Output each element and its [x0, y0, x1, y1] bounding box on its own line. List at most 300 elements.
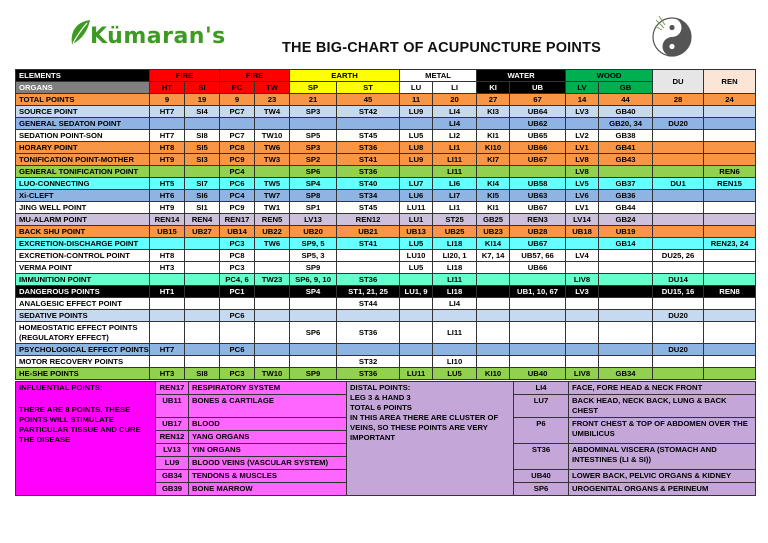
table-cell [290, 298, 337, 310]
table-cell [433, 310, 477, 322]
table-cell: HT7 [150, 344, 185, 356]
table-cell: LV6 [566, 190, 599, 202]
table-cell: LV8 [566, 154, 599, 166]
table-row [16, 344, 756, 356]
table-cell [220, 298, 255, 310]
table-cell: SI8 [185, 130, 220, 142]
table-cell [185, 262, 220, 274]
table-cell [510, 344, 566, 356]
table-cell [510, 322, 566, 344]
table-cell: HT5 [150, 178, 185, 190]
element-header: REN [704, 70, 756, 94]
table-cell: LI11 [433, 166, 477, 178]
influential-point: UB17 [156, 418, 189, 431]
table-cell: GB38 [599, 130, 653, 142]
table-cell [220, 322, 255, 344]
table-cell: ST36 [337, 142, 400, 154]
table-cell: LV5 [566, 178, 599, 190]
organ-header: LV [566, 82, 599, 94]
table-cell: LU5 [433, 368, 477, 380]
influential-point: REN17 [156, 382, 189, 395]
row-label: MOTOR RECOVERY POINTS [16, 356, 150, 368]
table-cell: LV13 [290, 214, 337, 226]
organ-header: ST [337, 82, 400, 94]
table-cell: GB36 [599, 190, 653, 202]
table-cell [653, 106, 704, 118]
reference-row [16, 382, 756, 395]
row-label: PSYCHOLOGICAL EFFECT POINTS [16, 344, 150, 356]
table-cell: UB40 [510, 368, 566, 380]
table-cell: DU15, 16 [653, 286, 704, 298]
table-cell: LI11 [433, 274, 477, 286]
table-cell: HT1 [150, 286, 185, 298]
table-cell: TW1 [255, 202, 290, 214]
table-cell: KI4 [477, 178, 510, 190]
leaf-icon [68, 18, 92, 46]
organ-header: PC [220, 82, 255, 94]
table-cell: HT8 [150, 142, 185, 154]
table-cell: UB20 [290, 226, 337, 238]
table-cell [566, 322, 599, 344]
element-header: FIRE [220, 70, 290, 82]
table-cell [400, 322, 433, 344]
table-cell: UB13 [400, 226, 433, 238]
table-cell [704, 298, 756, 310]
table-cell [510, 274, 566, 286]
table-cell [337, 262, 400, 274]
table-cell [510, 298, 566, 310]
table-cell: UB14 [220, 226, 255, 238]
organ-header: TW [255, 82, 290, 94]
influential-point: GB39 [156, 483, 189, 496]
table-cell: PC6 [220, 178, 255, 190]
table-cell [150, 298, 185, 310]
table-cell: DU25, 26 [653, 250, 704, 262]
table-cell: REN4 [185, 214, 220, 226]
table-cell: HT7 [150, 130, 185, 142]
table-cell [704, 344, 756, 356]
influential-tissue: TENDONS & MUSCLES [189, 470, 347, 483]
table-cell [510, 356, 566, 368]
table-cell [653, 130, 704, 142]
table-cell: 28 [653, 94, 704, 106]
table-cell: HT3 [150, 368, 185, 380]
table-cell: LI4 [433, 298, 477, 310]
table-cell [185, 250, 220, 262]
table-cell [477, 310, 510, 322]
table-cell: LU5 [400, 238, 433, 250]
influential-point: REN12 [156, 431, 189, 444]
table-cell [599, 322, 653, 344]
table-cell: LV3 [566, 106, 599, 118]
table-row [16, 214, 756, 226]
table-cell [150, 356, 185, 368]
table-cell [704, 154, 756, 166]
table-cell: PC3 [220, 262, 255, 274]
table-cell: REN12 [337, 214, 400, 226]
table-cell: REN14 [150, 214, 185, 226]
table-cell [400, 274, 433, 286]
table-cell: UB58 [510, 178, 566, 190]
distal-point: P6 [514, 418, 569, 444]
distal-area: BACK HEAD, NECK BACK, LUNG & BACK CHEST [569, 395, 756, 418]
table-cell [704, 356, 756, 368]
row-label: SEDATION POINT-SON [16, 130, 150, 142]
table-cell [400, 310, 433, 322]
table-cell: LIV8 [566, 368, 599, 380]
table-cell: PC4 [220, 166, 255, 178]
table-cell: SP9 [290, 262, 337, 274]
table-cell: PC4, 6 [220, 274, 255, 286]
table-cell [653, 322, 704, 344]
table-cell: REN15 [704, 178, 756, 190]
table-row [16, 250, 756, 262]
table-cell: UB22 [255, 226, 290, 238]
table-cell [477, 166, 510, 178]
distal-area: UROGENITAL ORGANS & PERINEUM [569, 483, 756, 496]
table-cell: GB14 [599, 238, 653, 250]
table-cell: GB25 [477, 214, 510, 226]
table-cell: KI3 [477, 106, 510, 118]
table-cell [150, 310, 185, 322]
distal-area: LOWER BACK, PELVIC ORGANS & KIDNEY [569, 470, 756, 483]
table-cell: PC6 [220, 344, 255, 356]
table-cell [704, 322, 756, 344]
reference-points-table [15, 381, 756, 496]
distal-point: LI4 [514, 382, 569, 395]
table-cell: SP4 [290, 178, 337, 190]
table-cell: GB34 [599, 368, 653, 380]
table-cell: LU5 [400, 130, 433, 142]
yin-yang-icon [650, 12, 694, 62]
table-cell: UB27 [185, 226, 220, 238]
distal-info [347, 382, 514, 496]
table-cell [566, 118, 599, 130]
distal-point: SP6 [514, 483, 569, 496]
table-cell [566, 238, 599, 250]
table-cell: TW4 [255, 106, 290, 118]
influential-heading: INFLUENTIAL POINTS: [19, 383, 103, 392]
row-label: SOURCE POINT [16, 106, 150, 118]
table-cell: UB15 [150, 226, 185, 238]
table-cell: SP9, 5 [290, 238, 337, 250]
row-label: EXCRETION-CONTROL POINT [16, 250, 150, 262]
table-cell: REN3 [510, 214, 566, 226]
table-cell: GB37 [599, 178, 653, 190]
table-cell: LI7 [433, 190, 477, 202]
row-label: Xi-CLEFT [16, 190, 150, 202]
table-cell: ST44 [337, 298, 400, 310]
table-cell [400, 356, 433, 368]
table-cell: REN17 [220, 214, 255, 226]
table-cell: HT9 [150, 154, 185, 166]
table-cell [704, 368, 756, 380]
table-cell: UB66 [510, 262, 566, 274]
table-cell: LV8 [566, 166, 599, 178]
table-cell: DU20 [653, 310, 704, 322]
table-cell: SI6 [185, 190, 220, 202]
table-cell: UB64 [510, 106, 566, 118]
table-cell: UB67 [510, 154, 566, 166]
table-cell: ST25 [433, 214, 477, 226]
table-cell [477, 298, 510, 310]
table-cell: ST42 [337, 106, 400, 118]
influential-point: GB34 [156, 470, 189, 483]
table-cell [566, 344, 599, 356]
table-cell: SI3 [185, 154, 220, 166]
table-cell [653, 226, 704, 238]
row-label: EXCRETION-DISCHARGE POINT [16, 238, 150, 250]
table-cell: GB41 [599, 142, 653, 154]
table-cell: KI14 [477, 238, 510, 250]
table-row [16, 356, 756, 368]
table-cell: GB44 [599, 202, 653, 214]
table-row [16, 322, 756, 344]
table-cell: ST45 [337, 130, 400, 142]
table-cell: LIV8 [566, 274, 599, 286]
table-cell [255, 356, 290, 368]
table-cell [255, 344, 290, 356]
table-cell [653, 356, 704, 368]
table-cell [599, 166, 653, 178]
distal-area: FACE, FORE HEAD & NECK FRONT [569, 382, 756, 395]
table-cell: PC4 [220, 190, 255, 202]
table-cell: SP6 [290, 166, 337, 178]
table-cell: TW5 [255, 178, 290, 190]
table-cell: PC6 [220, 310, 255, 322]
organ-header: SP [290, 82, 337, 94]
table-cell: UB67 [510, 202, 566, 214]
distal-point: UB40 [514, 470, 569, 483]
table-cell: LI1 [433, 202, 477, 214]
table-cell: UB57, 66 [510, 250, 566, 262]
table-cell [185, 298, 220, 310]
table-cell: 20 [433, 94, 477, 106]
acupuncture-points-table [15, 69, 756, 380]
table-cell: LV1 [566, 202, 599, 214]
table-cell [433, 344, 477, 356]
table-cell: 27 [477, 94, 510, 106]
table-cell [185, 166, 220, 178]
table-row [16, 154, 756, 166]
table-cell: 67 [510, 94, 566, 106]
table-cell: PC8 [220, 250, 255, 262]
table-cell [477, 322, 510, 344]
table-cell [185, 310, 220, 322]
table-cell [704, 274, 756, 286]
table-cell: HT8 [150, 250, 185, 262]
row-label: GENERAL TONIFICATION POINT [16, 166, 150, 178]
table-cell: UB18 [566, 226, 599, 238]
element-header: DU [653, 70, 704, 94]
table-row [16, 238, 756, 250]
table-row [16, 298, 756, 310]
table-cell: 24 [704, 94, 756, 106]
table-cell: REN6 [704, 166, 756, 178]
table-cell: TW10 [255, 368, 290, 380]
table-cell [477, 274, 510, 286]
table-cell: LU1 [400, 214, 433, 226]
table-cell [255, 166, 290, 178]
table-cell: LV4 [566, 250, 599, 262]
table-cell: TW6 [255, 142, 290, 154]
table-cell [477, 262, 510, 274]
organ-header: GB [599, 82, 653, 94]
table-cell [400, 166, 433, 178]
row-label: HORARY POINT [16, 142, 150, 154]
table-cell: LU7 [400, 178, 433, 190]
table-cell: PC1 [220, 286, 255, 298]
table-cell [704, 130, 756, 142]
table-cell: UB1, 10, 67 [510, 286, 566, 298]
table-row [16, 190, 756, 202]
table-cell: LI18 [433, 238, 477, 250]
table-cell: TW7 [255, 190, 290, 202]
table-cell [255, 118, 290, 130]
table-cell [566, 310, 599, 322]
table-cell [255, 262, 290, 274]
influential-tissue: BONE MARROW [189, 483, 347, 496]
table-cell [566, 356, 599, 368]
table-cell [653, 202, 704, 214]
table-cell: UB23 [477, 226, 510, 238]
table-cell: ST36 [337, 166, 400, 178]
table-cell: GB20, 34 [599, 118, 653, 130]
table-cell: HT3 [150, 262, 185, 274]
table-cell [510, 310, 566, 322]
table-cell [255, 310, 290, 322]
row-label: TONIFICATION POINT-MOTHER [16, 154, 150, 166]
table-cell: LI20, 1 [433, 250, 477, 262]
table-cell: SP5, 3 [290, 250, 337, 262]
table-cell [566, 262, 599, 274]
table-cell: LI18 [433, 286, 477, 298]
table-cell: DU14 [653, 274, 704, 286]
table-cell [704, 106, 756, 118]
table-cell [477, 286, 510, 298]
table-cell: 9 [150, 94, 185, 106]
table-cell: UB62 [510, 118, 566, 130]
table-cell: LI4 [433, 118, 477, 130]
table-cell [185, 322, 220, 344]
influential-tissue: BLOOD VEINS (VASCULAR SYSTEM) [189, 457, 347, 470]
table-cell: KI10 [477, 142, 510, 154]
row-label: VERMA POINT [16, 262, 150, 274]
table-cell: GB24 [599, 214, 653, 226]
table-cell [185, 286, 220, 298]
table-row [16, 130, 756, 142]
table-cell: DU20 [653, 118, 704, 130]
table-cell [290, 356, 337, 368]
table-cell: SP5 [290, 130, 337, 142]
table-cell: LI10 [433, 356, 477, 368]
distal-heading: DISTAL POINTS: [350, 383, 411, 392]
table-row [16, 368, 756, 380]
table-cell [150, 322, 185, 344]
table-row [16, 202, 756, 214]
table-cell: LV1 [566, 142, 599, 154]
table-cell [185, 238, 220, 250]
table-cell: LU11 [400, 368, 433, 380]
distal-line: TOTAL 6 POINTS [350, 403, 412, 412]
distal-area: ABDOMINAL VISCERA (STOMACH AND INTESTINES (LI & SI)) [569, 444, 756, 470]
table-cell: LI4 [433, 106, 477, 118]
table-cell [704, 118, 756, 130]
table-cell: PC3 [220, 368, 255, 380]
row-label: HE-SHE POINTS [16, 368, 150, 380]
table-cell: PC8 [220, 142, 255, 154]
influential-tissue: BONES & CARTILAGE [189, 395, 347, 418]
table-cell: SP8 [290, 190, 337, 202]
table-cell: SP3 [290, 106, 337, 118]
influential-note: THERE ARE 8 POINTS, THESE POINTS WILL STIMULATE PARTICULAR TISSUE AND CURE THE DISEASE [19, 405, 141, 444]
table-cell [599, 250, 653, 262]
distal-line: LEG 3 & HAND 3 [350, 393, 411, 402]
table-cell [566, 298, 599, 310]
table-cell: ST36 [337, 322, 400, 344]
table-cell: UB65 [510, 130, 566, 142]
element-header: EARTH [290, 70, 400, 82]
table-cell: LI1 [433, 142, 477, 154]
distal-line: IN THIS AREA THERE ARE CLUSTER OF VEINS, SO THESE POINTS ARE VERY IMPORTANT [350, 413, 499, 442]
influential-point: UB11 [156, 395, 189, 418]
table-cell [599, 262, 653, 274]
table-cell [510, 166, 566, 178]
table-cell: 11 [400, 94, 433, 106]
influential-tissue: YANG ORGANS [189, 431, 347, 444]
row-label: SEDATIVE POINTS [16, 310, 150, 322]
table-cell: LV2 [566, 130, 599, 142]
organ-header: LU [400, 82, 433, 94]
table-cell: SI4 [185, 106, 220, 118]
table-cell: LI6 [433, 178, 477, 190]
table-cell [704, 262, 756, 274]
table-row [16, 106, 756, 118]
table-row [16, 166, 756, 178]
organs-label: ORGANS [16, 82, 150, 94]
element-header: FIRE [150, 70, 220, 82]
table-cell: KI10 [477, 368, 510, 380]
table-cell: LU11 [400, 202, 433, 214]
row-label: GENERAL SEDATON POINT [16, 118, 150, 130]
table-cell [150, 118, 185, 130]
table-cell: KI7 [477, 154, 510, 166]
table-cell: ST36 [337, 368, 400, 380]
table-cell [185, 118, 220, 130]
table-cell: PC9 [220, 154, 255, 166]
table-cell [704, 214, 756, 226]
table-cell: KI1 [477, 130, 510, 142]
table-row [16, 274, 756, 286]
table-cell: ST40 [337, 178, 400, 190]
influential-tissue: BLOOD [189, 418, 347, 431]
table-cell: PC9 [220, 202, 255, 214]
row-label: DANGEROUS POINTS [16, 286, 150, 298]
table-cell [599, 298, 653, 310]
table-row [16, 118, 756, 130]
brand-logo [66, 16, 226, 56]
organ-header: LI [433, 82, 477, 94]
table-cell: ST34 [337, 190, 400, 202]
table-cell: UB25 [433, 226, 477, 238]
table-cell [255, 250, 290, 262]
organs-row [16, 82, 756, 94]
row-label: JING WELL POINT [16, 202, 150, 214]
table-row [16, 178, 756, 190]
table-cell [477, 118, 510, 130]
table-cell [704, 226, 756, 238]
table-cell: SP9 [290, 368, 337, 380]
